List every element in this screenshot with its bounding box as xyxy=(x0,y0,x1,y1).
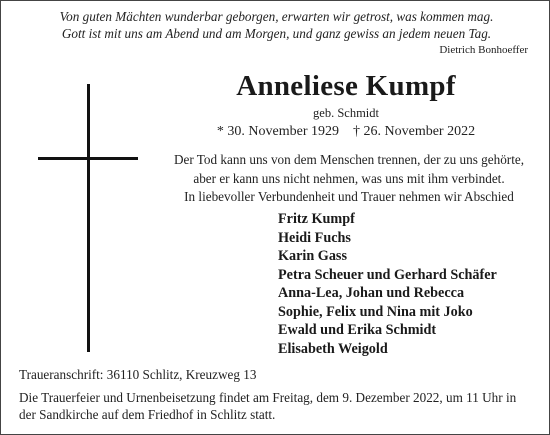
mourner: Heidi Fuchs xyxy=(278,229,351,246)
mourner: Fritz Kumpf xyxy=(278,211,355,227)
verse-line-1: Der Tod kann uns von dem Menschen trennen, der zu uns gehörte, xyxy=(173,152,525,167)
quote-line-2: Gott ist mit uns am Abend und am Morgen, und ganz gewiss an jedem neuen Tag. xyxy=(61,26,492,41)
deceased-name: Anneliese Kumpf xyxy=(236,70,456,102)
mourning-address: Traueranschrift: 36110 Schlitz, Kreuzweg 13 xyxy=(19,367,257,382)
verse xyxy=(160,151,538,207)
mourner: Sophie, Felix und Nina mit Joko xyxy=(278,303,473,320)
quote-author: Dietrich Bonhoeffer xyxy=(439,44,528,56)
maiden-name: geb. Schmidt xyxy=(313,106,379,120)
mourner: Anna-Lea, Johan und Rebecca xyxy=(278,285,465,301)
mourners-list xyxy=(278,210,497,358)
quote xyxy=(24,8,529,42)
verse-line-3: In liebevoller Verbundenheit und Trauer nehmen wir Abschied xyxy=(184,189,514,204)
life-dates xyxy=(160,124,532,140)
cross-icon xyxy=(38,84,138,352)
death-date: † 26. November 2022 xyxy=(353,124,476,139)
mourner: Petra Scheuer und Gerhard Schäfer xyxy=(278,266,497,283)
cross-vertical-bar xyxy=(87,84,90,352)
ceremony-notice xyxy=(19,389,534,423)
cross-horizontal-bar xyxy=(38,157,138,160)
verse-line-2: aber er kann uns nicht nehmen, was uns mit ihm verbindet. xyxy=(193,170,505,186)
mourner: Elisabeth Weigold xyxy=(278,340,388,357)
mourner: Karin Gass xyxy=(278,248,347,264)
mourner: Ewald und Erika Schmidt xyxy=(278,322,437,338)
quote-line-1: Von guten Mächten wunderbar geborgen, erwarten wir getrost, was kommen mag. xyxy=(59,9,494,24)
birth-date: * 30. November 1929 xyxy=(216,124,339,139)
ceremony-line-2: der Sandkirche auf dem Friedhof in Schlitz statt. xyxy=(19,407,276,422)
ceremony-line-1: Die Trauerfeier und Urnenbeisetzung findet am Freitag, dem 9. Dezember 2022, um 11 Uhr in xyxy=(19,390,517,405)
